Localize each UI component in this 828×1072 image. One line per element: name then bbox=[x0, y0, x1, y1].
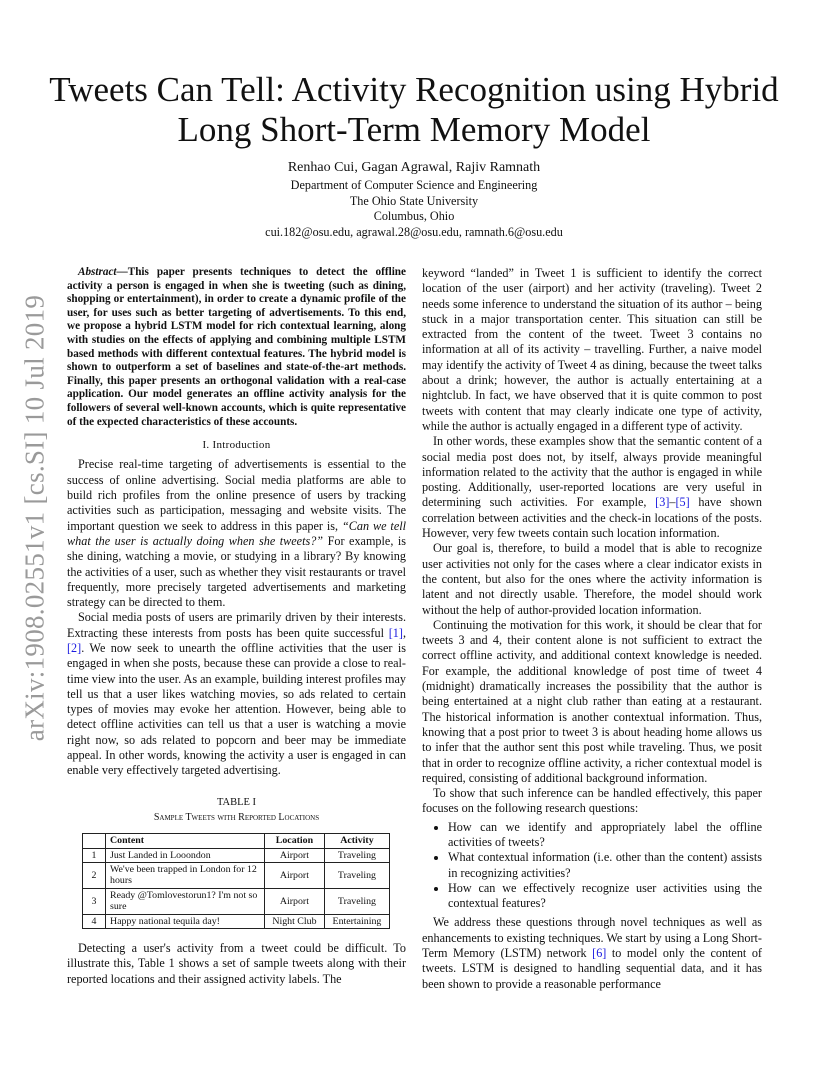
table-row: 1 Just Landed in Looondon Airport Traveling bbox=[83, 848, 390, 862]
table-row: 4 Happy national tequila day! Night Club Entertaining bbox=[83, 914, 390, 928]
list-item: • How can we identify and appropriately label the offline activities of tweets? bbox=[448, 820, 762, 851]
table-row: 2 We've been trapped in London for 12 hours Airport Traveling bbox=[83, 863, 390, 889]
intro-paragraph-3: Detecting a user's activity from a tweet could be difficult. To illustrate this, Table 1 shows a set of sample tweets along with their reported locations and their assigned activity labels. The bbox=[67, 941, 406, 986]
header-content: Content bbox=[106, 834, 265, 848]
paper-title bbox=[40, 70, 788, 150]
affiliation-block bbox=[40, 178, 788, 240]
affiliation-dept: Department of Computer Science and Engineering bbox=[290, 178, 538, 192]
author-emails: cui.182@osu.edu, agrawal.28@osu.edu, ramnath.6@osu.edu bbox=[265, 224, 563, 239]
list-item: • How can we effectively recognize user activities using the contextual features? bbox=[448, 881, 762, 912]
intro-paragraph-2: Social media posts of users are primarily driven by their interests. Extracting these interests from posts has been quite successful [1], [2]. We now seek to unearth the offline activities that the user is engaged in when she posts, because these can provide a close to real-time view into the user. As an example, building interest profiles may tell us that a user likes watching movies, so ads related to certain types of movies may evoke her attention. However, being able to detect offline activities can tell us that a user is watching a movie right now, so ads related to popcorn and beer may be immediate appeal. In other words, knowing the activity a user is engaged in can enable very effectively targeted advertising. bbox=[67, 610, 406, 778]
citation-link-1[interactable]: [1] bbox=[388, 625, 403, 640]
abstract-text: —This paper presents techniques to detect the offline activity a person is engaged in when she is tweeting (such as dining, shopping or entertainment), in order to create a dynamic profile of the user, for uses such as better targeting of advertisements. To this end, we propose a hybrid LSTM model for rich contextual learning, along with studies on the effects of applying and combining multiple LSTM based methods with different contextual features. The hybrid model is shown to outperform a set of baselines and state-of-the-art methods. Finally, this paper presents an orthogonal validation with a real-case application. Our model generates an offline activity analysis for the followers of several well-known accounts, which is quite representative of the expected characteristics of these accounts. bbox=[67, 266, 406, 428]
table-label: TABLE I bbox=[216, 796, 257, 808]
author-list: Renhao Cui, Gagan Agrawal, Rajiv Ramnath bbox=[287, 160, 541, 175]
header-index bbox=[83, 834, 106, 848]
intro-paragraph-1: Precise real-time targeting of advertisements is essential to the success of online advertising. Social media platforms are able to build rich profiles from the online presence of users by tracking activities such as participation, messaging and website visits. The important question we seek to address in this paper is, “Can we tell what the user is actually doing when she tweets?” For example, is she dining, watching a movie, or studying in a library? By knowing the activities of a user, such as whether they visit restaurants or travel frequently, more precisely targeted advertisements and marketing strategy can be directed to them. bbox=[67, 457, 406, 610]
research-questions-list bbox=[422, 820, 762, 912]
header-activity: Activity bbox=[324, 834, 389, 848]
header-location: Location bbox=[265, 834, 325, 848]
right-paragraph-2: In other words, these examples show that the semantic content of a social media post does not, by itself, always provide meaningful information related to the activity that the author is engaged in while posting. Additionally, user-reported locations are very useful in determining such activities. For example, [3]–[5] have shown correlation between activities and the check-in locations of the posts. However, very few tweets contain such location information. bbox=[422, 434, 762, 541]
citation-link-3[interactable]: [3] bbox=[655, 495, 670, 510]
right-column bbox=[422, 266, 762, 992]
section-heading-introduction: I. Introduction bbox=[202, 439, 271, 452]
right-paragraph-5: To show that such inference can be handled effectively, this paper focuses on the following research questions: bbox=[422, 786, 762, 816]
abstract bbox=[67, 266, 406, 429]
title-line-1: Tweets Can Tell: Activity Recognition using Hybrid bbox=[49, 70, 779, 109]
arxiv-identifier: arXiv:1908.02551v1 [cs.SI] 10 Jul 2019 bbox=[19, 294, 50, 742]
affiliation-university: The Ohio State University bbox=[349, 193, 479, 208]
citation-link-6[interactable]: [6] bbox=[592, 946, 607, 961]
abstract-label: Abstract bbox=[78, 266, 117, 278]
table-row: 3 Ready @Tomlovestorun1? I'm not so sure Airport Traveling bbox=[83, 888, 390, 914]
list-item: • What contextual information (i.e. other than the content) assists in recognizing activities? bbox=[448, 850, 762, 881]
research-question-quote: “Can we tell what the user is actually doing when she tweets?” bbox=[67, 518, 406, 548]
citation-link-5[interactable]: [5] bbox=[675, 495, 690, 510]
sample-tweets-table bbox=[82, 833, 390, 929]
table-caption: Sample Tweets with Reported Locations bbox=[153, 811, 320, 823]
citation-link-2[interactable]: [2] bbox=[67, 640, 82, 655]
right-paragraph-6: We address these questions through novel techniques as well as enhancements to existing techniques. We start by using a Long Short-Term Memory (LSTM) network [6] to model only the content of tweets. LSTM is designed to handling sequential data, and it has been shown to provide a reasonable performance bbox=[422, 915, 762, 991]
title-line-2: Long Short-Term Memory Model bbox=[177, 110, 651, 149]
right-paragraph-4: Continuing the motivation for this work, it should be clear that for tweets 3 and 4, their content alone is not sufficient to extract the correct offline activity, and additional context knowledge is needed. For example, the additional knowledge of post time of tweet 4 (midnight) dramatically increases the possibility that the author is being entertained at a night club rather than eating at a restaurant. The historical information is another contextual information. Thus, knowing that a post prior to tweet 3 is about heading home allows us to infer that the author sent this post while traveling. Thus, we posit that in order to recognize offline activity, a richer contextual model is required, consisting of additional background information. bbox=[422, 617, 762, 785]
left-column bbox=[67, 266, 406, 987]
affiliation-city: Columbus, Ohio bbox=[373, 209, 455, 223]
right-paragraph-1: keyword “landed” in Tweet 1 is sufficient to identify the correct location of the user (airport) and her activity (traveling). Tweet 2 needs some inference to understand the situation of its author – being stuck in a major transportation center. This situation can still be extracted from the content of the tweet. Tweet 3 contains no information at all of its activity – travelling. Further, a naive model may identify the activity of Tweet 4 as dining, because the tweet talks about a drink; however, the author is actually entertaining at a nightclub. In fact, we have observed that it is quite common to post tweets with content that may clearly indicate one type of activity, while the author is actually engaged in a different type of activity. bbox=[422, 266, 762, 433]
right-paragraph-3: Our goal is, therefore, to build a model that is able to recognize user activities not only for the cases where a clear indicator exists in the content, but also for the ones where the activity information is latent and not directly usable. Therefore, the model should work without the help of author-provided location information. bbox=[422, 541, 762, 617]
table-header-row bbox=[83, 834, 390, 848]
